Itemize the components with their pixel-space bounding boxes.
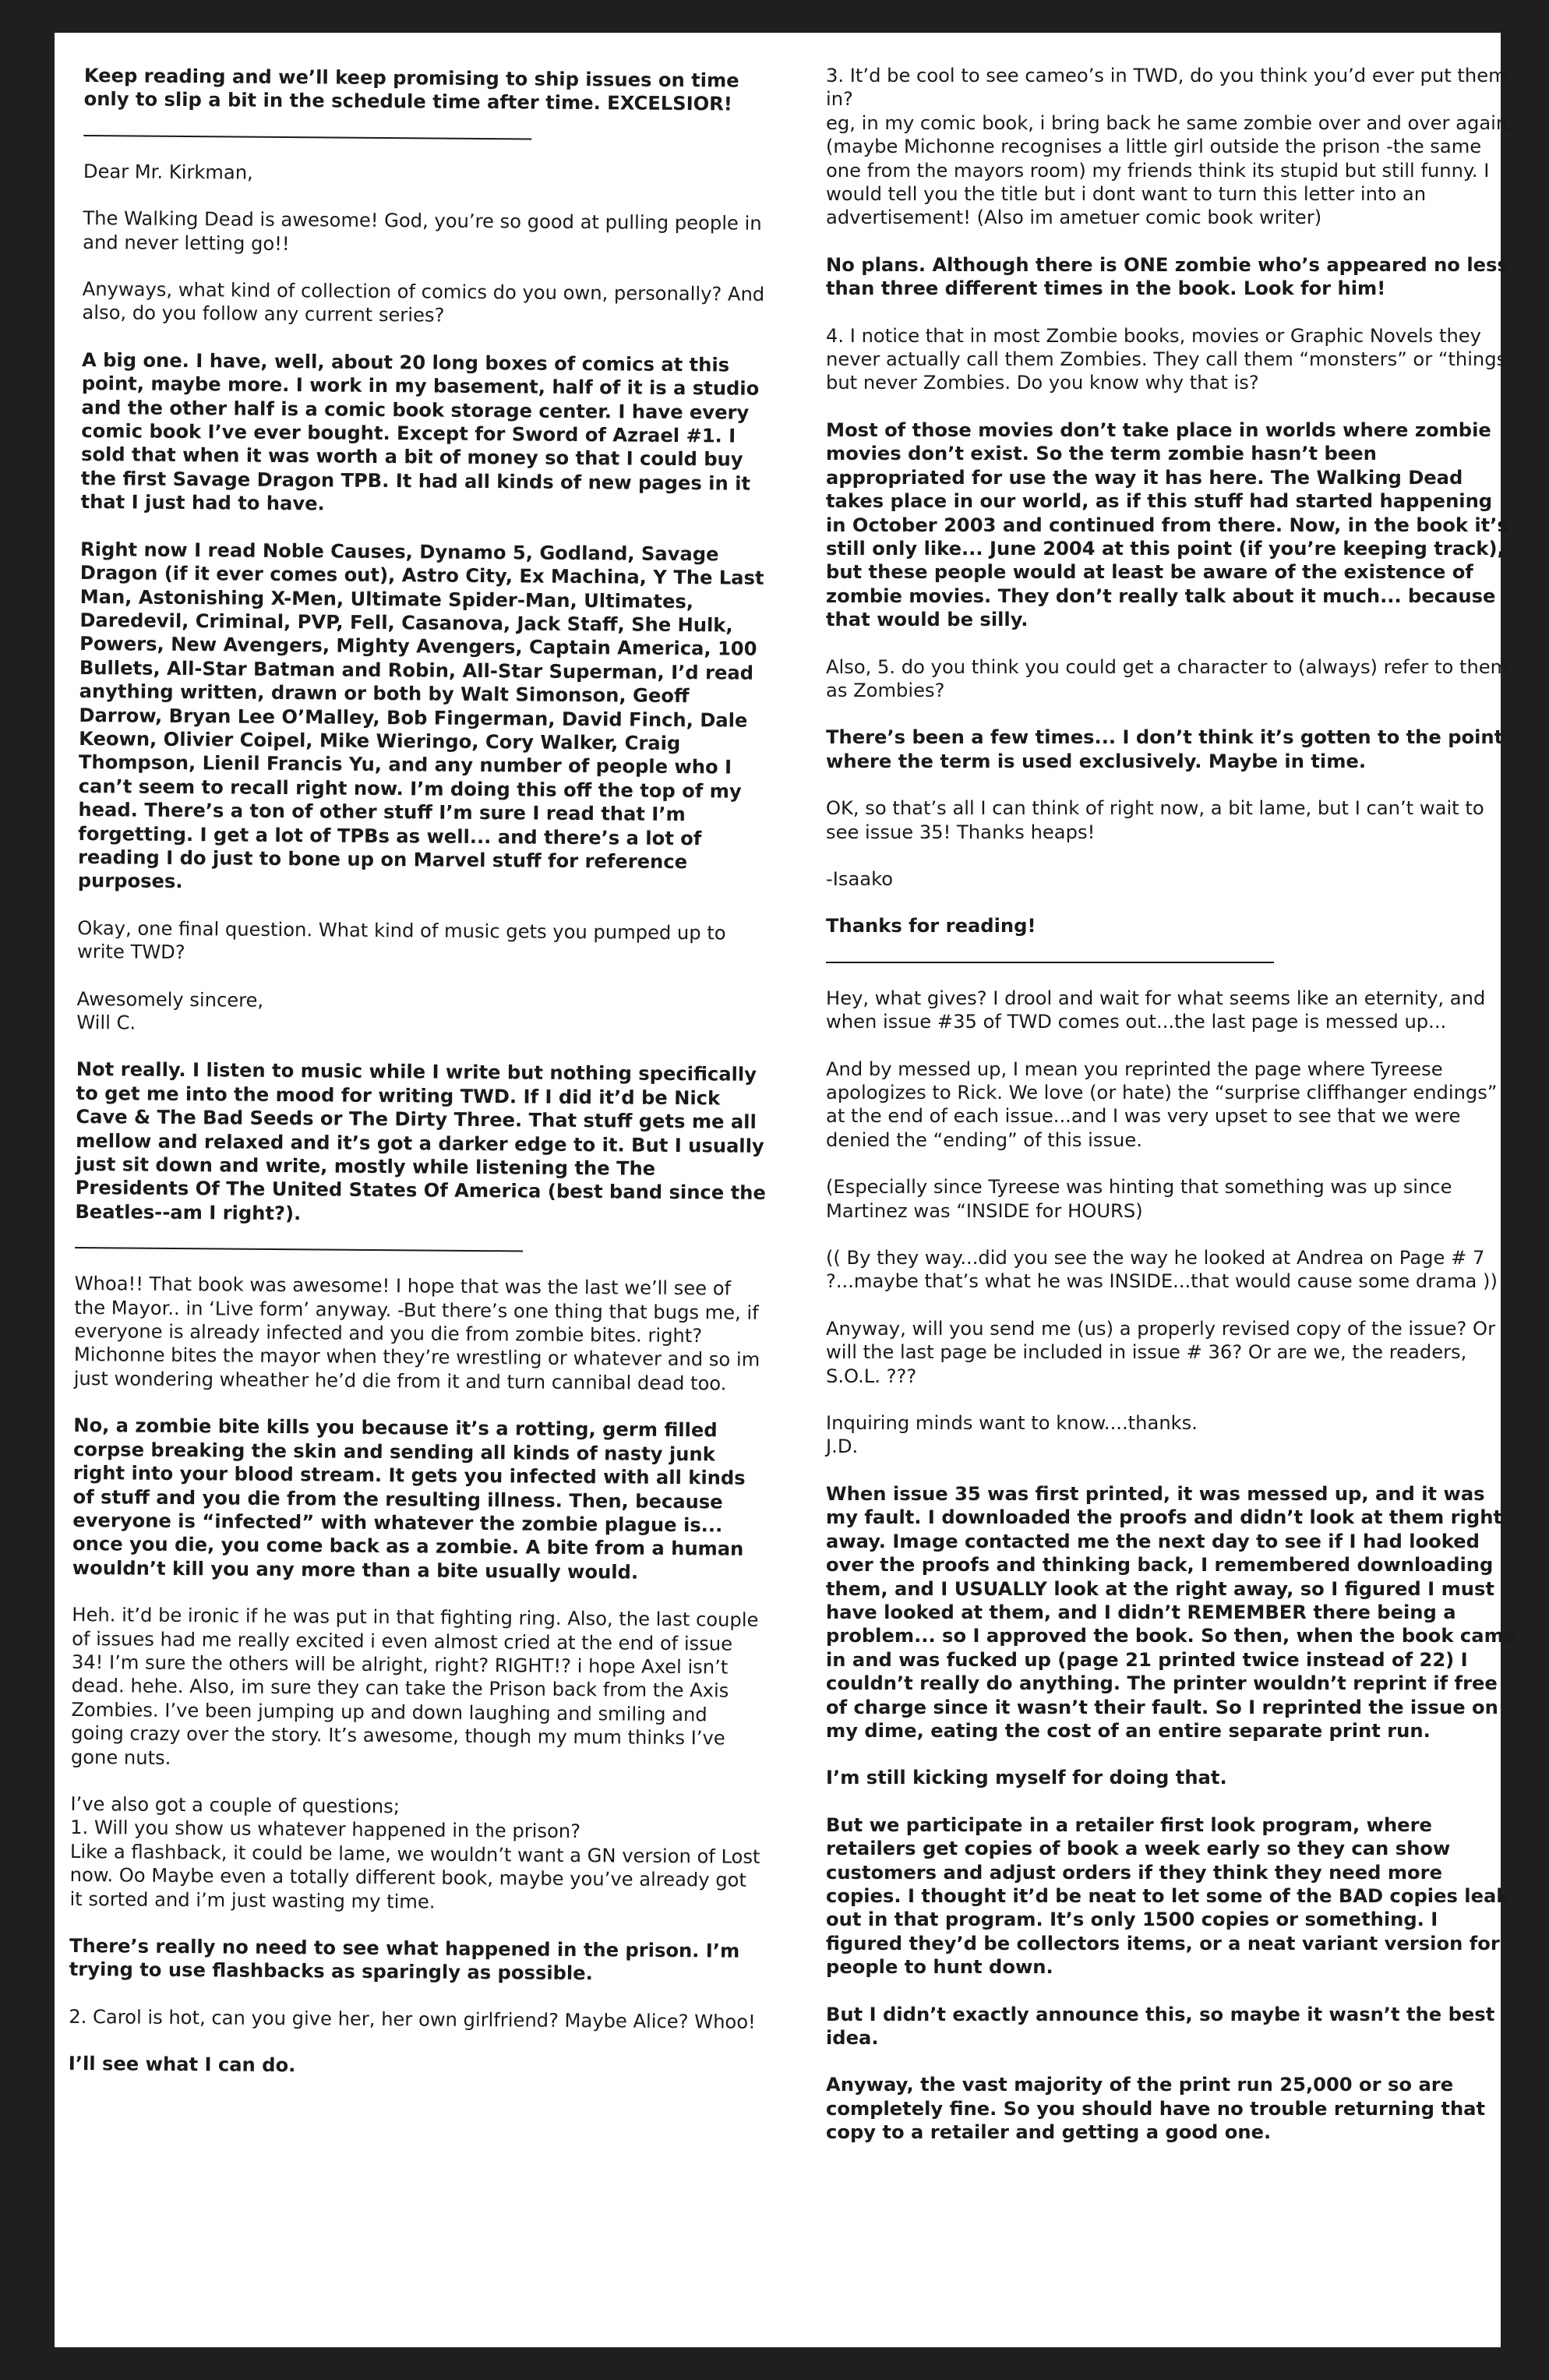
reader-letter-paragraph: Dear Mr. Kirkman, (83, 160, 253, 184)
left-column (66, 64, 776, 2353)
letters-page (55, 33, 1517, 2347)
editor-reply: I’m still kicking myself for doing that. (826, 1767, 1227, 1789)
reader-letter-paragraph: Anyways, what kind of collection of comics do you own, personally? And also, do you follow any current series? (82, 278, 765, 327)
reader-letter-paragraph: (Especially since Tyreese was hinting that something was up since Martinez was “INSIDE for HOURS) (826, 1176, 1452, 1222)
reader-letter-paragraph: -Isaako (826, 867, 894, 890)
editor-reply: Keep reading and we’ll keep promising to ship issues on time only to slip a bit in the schedule time after time. EXCELSIOR! (83, 64, 739, 115)
reader-letter-paragraph: Hey, what gives? I drool and wait for what seems like an eternity, and when issue #35 of TWD comes out...the last page is messed up... (826, 987, 1486, 1033)
reader-letter-paragraph: Heh. it’d be ironic if he was put in that fighting ring. Also, the last couple of issues had me really excited i even almost cried at the end of issue 34! I’m sure the others will be alright, right? RIGHT!? i hope Axel isn’t dead. hehe. Also, im sure they can take the Prison back from the Axis Zombies. I’ve been jumping up and down laughing and smiling and going crazy over the story. It’s awesome, though my mum thinks I’ve gone nuts. (70, 1604, 759, 1769)
divider-rule (75, 1247, 523, 1252)
editor-reply: Not really. I listen to music while I write but nothing specifically to get me into the mood for writing TWD. If I did it’d be Nick Cave & The Bad Seeds or The Dirty Three. That stuff gets me all mellow and relaxed and it’s got a darker edge to it. But I usually just sit down and write, mostly while listening the The Presidents Of The United States Of America (best band since the Beatles--am I right?). (75, 1058, 766, 1225)
editor-reply: There’s really no need to see what happened in the prison. I’m trying to use flashbacks as sparingly as possible. (69, 1934, 740, 1985)
reader-letter-paragraph: (( By they way...did you see the way he looked at Andrea on Page # 7 ?...maybe that’s what he was INSIDE...that would cause some drama )) (826, 1247, 1498, 1293)
editor-reply: But I didn’t exactly announce this, so maybe it wasn’t the best idea. (826, 2003, 1495, 2049)
reader-letter-paragraph: Whoa!! That book was awesome! I hope that was the last we’ll see of the Mayor.. in ‘Live form’ anyway. -But there’s one thing that bugs me, if everyone is already infected and you die from zombie bites. right? Michonne bites the mayor when they’re wrestling or whatever and so im just wondering wheather he’d die from it and turn cannibal dead too. (73, 1273, 760, 1395)
editor-reply: No plans. Although there is ONE zombie who’s appeared no less than three different times in the book. Look for him! (826, 253, 1508, 300)
editor-reply: A big one. I have, well, about 20 long boxes of comics at this point, maybe more. I work in my basement, half of it is a studio and the other half is a comic book storage center. I have every comic book I’ve ever bought. Except for Sword of Azrael #1. I sold that when it was worth a bit of money so that I could buy the first Savage Dragon TPB. It had all kinds of new pages in it that I just had to have. (80, 348, 760, 515)
editor-reply: Most of those movies don’t take place in worlds where zombie movies don’t exist. So the term zombie hasn’t been appropriated for use the way it has here. The Walking Dead takes place in our world, as if this stuff had started happening in October 2003 and continued from there. Now, in the book it’s still only like... June 2004 at this point (if you’re keeping track), but these people would at least be aware of the existence of zombie movies. They don’t really talk about it much... because that would be silly. (826, 418, 1508, 631)
reader-letter-paragraph: Also, 5. do you think you could get a character to (always) refer to them as Zombies? (826, 655, 1509, 701)
divider-rule (83, 135, 531, 140)
reader-letter-paragraph: 2. Carol is hot, can you give her, her own girlfriend? Maybe Alice? Whoo! (69, 2005, 756, 2033)
right-column (826, 64, 1518, 2347)
reader-letter-paragraph: The Walking Dead is awesome! God, you’re so good at pulling people in and never letting go!! (83, 207, 762, 255)
editor-reply: I’ll see what I can do. (68, 2053, 296, 2077)
reader-letter-paragraph: OK, so that’s all I can think of right now, a bit lame, but I can’t wait to see issue 35! Thanks heaps! (826, 797, 1484, 843)
reader-letter-paragraph: Inquiring minds want to know....thanks. J.D. (826, 1412, 1198, 1458)
reader-letter-paragraph: 4. I notice that in most Zombie books, movies or Graphic Novels they never actually call them Zombies. They call them “monsters” or “things” but never Zombies. Do you know why that is? (826, 324, 1516, 394)
editor-reply: Thanks for reading! (826, 915, 1036, 938)
reader-letter-paragraph: Awesomely sincere, Will C. (76, 987, 264, 1034)
editor-reply: Right now I read Noble Causes, Dynamo 5, Godland, Savage Dragon (if it ever comes out), Astro City, Ex Machina, Y The Last Man, Astonishing X-Men, Ultimate Spider-Man, Ultimates, Daredevil, Criminal, PVP, Fell, Casanova, Jack Staff, She Hulk, Powers, New Avengers, Mighty Avengers, Captain America, 100 Bullets, All-Star Batman and Robin, All-Star Superman, I’d read anything written, drawn or both by Walt Simonson, Geoff Darrow, Bryan Lee O’Malley, Bob Fingerman, David Finch, Dale Keown, Olivier Coipel, Mike Wieringo, Cory Walker, Craig Thompson, Lienil Francis Yu, and any number of people who I can’t seem to recall right now. I’m doing this off the top of my head. There’s a ton of other stuff I’m sure I read that I’m forgetting. I get a lot of TPBs as well... and there’s a lot of reading I do just to bone up on Marvel stuff for reference purposes. (77, 538, 764, 893)
divider-rule (826, 962, 1274, 963)
reader-letter-paragraph: 3. It’d be cool to see cameo’s in TWD, do you think you’d ever put them in? eg, in my comic book, i bring back he same zombie over and over again, (maybe Michonne recognises a little girl outside the prison -the same one from the mayors room) my friends think its stupid but still funny. I would tell you the title but i dont want to turn this letter into an advertisement! (Also im ametuer comic book writer) (826, 65, 1514, 229)
reader-letter-paragraph: Okay, one final question. What kind of music gets you pumped up to write TWD? (76, 916, 726, 964)
reader-letter-paragraph: Anyway, will you send me (us) a properly revised copy of the issue? Or will the last page be included in issue # 36? Or are we, the readers, S.O.L. ??? (826, 1317, 1496, 1387)
reader-letter-paragraph: And by messed up, I mean you reprinted the page where Tyreese apologizes to Rick. We love (or hate) the “surprise cliffhanger endings” at the end of each issue...and I was very upset to see that we were denied the “ending” of this issue. (826, 1058, 1498, 1151)
editor-reply: But we participate in a retailer first look program, where retailers get copies of book a week early so they can show customers and adjust orders if they think they need more copies. I thought it’d be neat to let some of the BAD copies leak out in that program. It’s only 1500 copies or something. I figured they’d be collectors items, or a neat variant version for people to hunt down. (826, 1813, 1509, 1979)
editor-reply: No, a zombie bite kills you because it’s a rotting, germ filled corpse breaking the skin and sending all kinds of nasty junk right into your blood stream. It gets you infected with all kinds of stuff and you die from the resulting illness. Then, because everyone is “infected” with whatever the zombie plague is... once you die, you come back as a zombie. A bite from a human wouldn’t kill you any more than a bite usually would. (72, 1414, 746, 1584)
editor-reply: Anyway, the vast majority of the print run 25,000 or so are completely fine. So you should have no trouble returning that copy to a retailer and getting a good one. (826, 2074, 1486, 2144)
editor-reply: When issue 35 was first printed, it was messed up, and it was my fault. I downloaded the proofs and didn’t look at them right away. Image contacted me the next day to see if I had looked over the proofs and thinking back, I remembered downloading them, and I USUALLY look at the right away, so I figured I must have looked at them, and I didn’t REMEMBER there being a problem... so I approved the book. So then, when the book came in and was fucked up (page 21 printed twice instead of 22) I couldn’t really do anything. The printer wouldn’t reprint if free of charge since it wasn’t their fault. So I reprinted the issue on my dime, eating the cost of an entire separate print run. (826, 1482, 1517, 1742)
editor-reply: There’s been a few times... I don’t think it’s gotten to the point where the term is used exclusively. Maybe in time. (826, 726, 1504, 772)
reader-letter-paragraph: I’ve also got a couple of questions; 1. Will you show us whatever happened in the prison? Like a flashback, it could be lame, we wouldn’t want a GN version of Lost now. Oo Maybe even a totally different book, maybe you’ve already got it sorted and i’m just wasting my time. (69, 1792, 760, 1913)
